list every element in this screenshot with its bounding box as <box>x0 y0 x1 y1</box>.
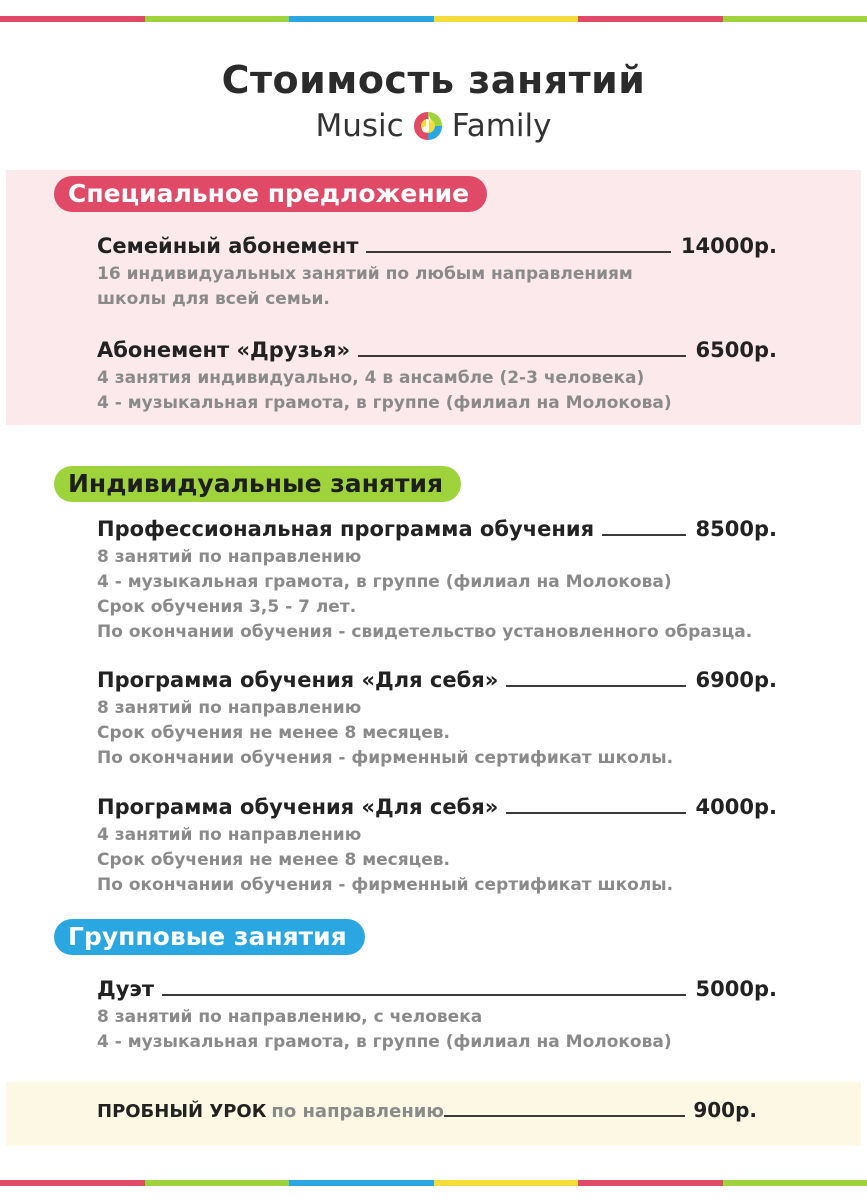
offer-name: Абонемент «Друзья» <box>97 338 351 362</box>
offer-for-yourself-4 <box>97 795 777 898</box>
stripe-segment <box>578 16 723 22</box>
offer-desc-line: 4 - музыкальная грамота, в группе (филиал на Молокова) <box>97 572 672 592</box>
stripe-segment <box>145 1180 290 1186</box>
stripe-segment <box>145 16 290 22</box>
leader-line <box>366 251 671 253</box>
offer-for-yourself-8 <box>97 668 777 771</box>
offer-duet <box>97 977 777 1055</box>
offer-desc-line: 4 - музыкальная грамота, в группе (филиал на Молокова) <box>97 1032 672 1052</box>
offer-price: 8500р. <box>695 517 777 541</box>
offer-name: Программа обучения «Для себя» <box>97 795 499 819</box>
offer-desc-line: 8 занятий по направлению <box>97 547 362 567</box>
offer-desc-line: 16 индивидуальных занятий по любым направлениям <box>97 264 633 284</box>
brand-word-left: Music <box>315 108 404 144</box>
stripe-segment <box>0 16 145 22</box>
offer-price: 14000р. <box>680 234 777 258</box>
offer-name: Программа обучения «Для себя» <box>97 668 499 692</box>
offer-name: Семейный абонемент <box>97 234 359 258</box>
leader-line <box>506 685 685 687</box>
stripe-segment <box>434 1180 579 1186</box>
leader-line <box>444 1115 685 1117</box>
bottom-color-stripe <box>0 1180 867 1186</box>
offer-desc-line: По окончании обучения - фирменный сертификат школы. <box>97 875 674 895</box>
offer-desc-line: школы для всей семьи. <box>97 289 330 309</box>
offer-desc-line: 4 занятия индивидуально, 4 в ансамбле (2-3 человека) <box>97 368 645 388</box>
stripe-segment <box>723 1180 867 1186</box>
stripe-segment <box>578 1180 723 1186</box>
trial-lesson-label: ПРОБНЫЙ УРОК <box>97 1101 267 1122</box>
stripe-segment <box>723 16 867 22</box>
stripe-segment <box>289 16 434 22</box>
trial-lesson-sublabel: по направлению <box>271 1101 444 1122</box>
leader-line <box>358 355 686 357</box>
offer-price: 6900р. <box>695 668 777 692</box>
offer-price: 5000р. <box>695 977 777 1001</box>
offer-desc-line: Срок обучения не менее 8 месяцев. <box>97 850 450 870</box>
page-title: Стоимость занятий <box>221 58 646 102</box>
leader-line <box>602 534 685 536</box>
offer-desc-line: 4 занятий по направлению <box>97 825 362 845</box>
stripe-segment <box>434 16 579 22</box>
offer-desc-line: 8 занятий по направлению, с человека <box>97 1007 483 1027</box>
offer-desc-line: По окончании обучения - фирменный сертификат школы. <box>97 748 674 768</box>
leader-line <box>506 812 685 814</box>
offer-family-subscription <box>97 234 777 312</box>
brand-word-right: Family <box>451 108 552 144</box>
offer-professional-program <box>97 517 777 645</box>
offer-desc-line: По окончании обучения - свидетельство установленного образца. <box>97 622 753 642</box>
offer-desc-line: 4 - музыкальная грамота, в группе (филиал на Молокова) <box>97 393 672 413</box>
top-color-stripe <box>0 16 867 22</box>
offer-desc-line: 8 занятий по направлению <box>97 698 362 718</box>
group-lessons-heading: Групповые занятия <box>54 919 365 955</box>
offer-name: Профессиональная программа обучения <box>97 517 595 541</box>
offer-price: 6500р. <box>695 338 777 362</box>
offer-price: 4000р. <box>695 795 777 819</box>
offer-friends-subscription <box>97 338 777 416</box>
trial-lesson-price: 900р. <box>693 1098 757 1122</box>
music-note-logo-icon <box>412 110 444 142</box>
offer-desc-line: Срок обучения 3,5 - 7 лет. <box>97 597 357 617</box>
special-offer-heading: Специальное предложение <box>54 176 487 212</box>
offer-desc-line: Срок обучения не менее 8 месяцев. <box>97 723 450 743</box>
trial-lesson-offer <box>97 1098 757 1122</box>
brand-logo <box>0 108 867 144</box>
stripe-segment <box>289 1180 434 1186</box>
leader-line <box>162 994 686 996</box>
offer-name: Дуэт <box>97 977 155 1001</box>
individual-lessons-heading: Индивидуальные занятия <box>54 466 461 502</box>
stripe-segment <box>0 1180 145 1186</box>
